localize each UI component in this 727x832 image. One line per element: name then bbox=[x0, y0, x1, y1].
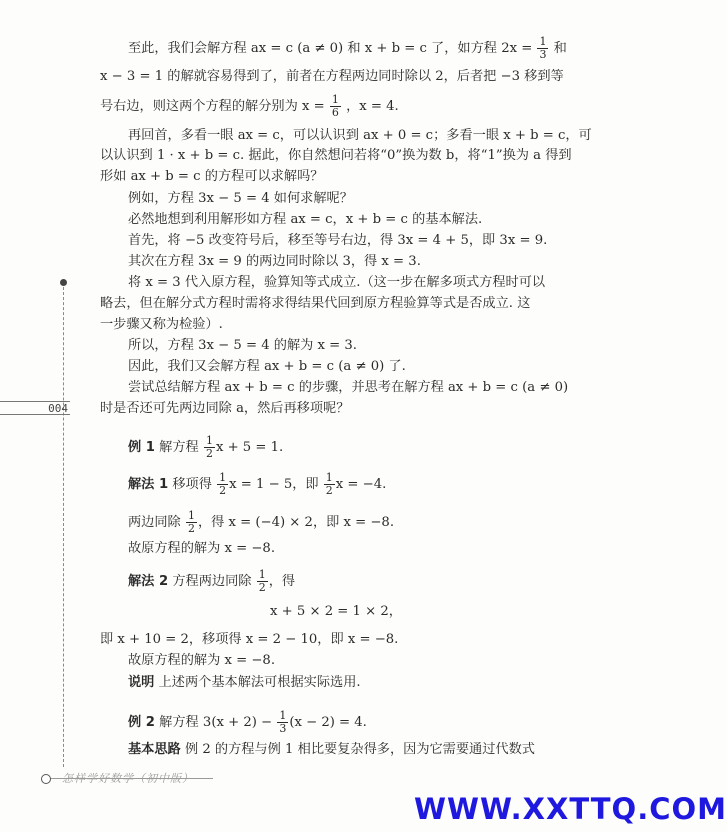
text-line: 例如，方程 3x − 5 = 4 如何求解呢？ bbox=[128, 191, 353, 206]
text-line: 因此，我们又会解方程 ax + b = c (a ≠ 0) 了. bbox=[128, 359, 406, 374]
fraction bbox=[324, 472, 335, 497]
solution-label: 解法 1 bbox=[128, 477, 169, 492]
text-line: x − 3 = 1 的解就容易得到了，前者在方程两边同时除以 2，后者把 −3 移到等 bbox=[100, 69, 564, 84]
numerator: 1 bbox=[279, 709, 287, 722]
idea-label: 基本思路 bbox=[128, 742, 181, 757]
text-line: 一步骤又称为检验）. bbox=[100, 317, 223, 332]
note-line bbox=[128, 675, 361, 691]
text-line bbox=[128, 36, 567, 61]
denominator: 2 bbox=[219, 484, 227, 497]
example-1-heading bbox=[128, 435, 283, 460]
solution-2-line bbox=[128, 569, 295, 594]
text-line: 其次在方程 3x = 9 的两边同时除以 3，得 x = 3. bbox=[128, 254, 421, 269]
text-run: 上述两个基本解法可根据实际选用. bbox=[158, 675, 361, 690]
text-run: 移项得 bbox=[172, 477, 212, 492]
text-line: 将 x = 3 代入原方程，验算知等式成立.（这一步在解多项式方程时可以 bbox=[128, 275, 546, 290]
numerator: 1 bbox=[258, 568, 266, 581]
margin-dot bbox=[60, 279, 67, 286]
example-label: 例 1 bbox=[128, 440, 155, 455]
watermark: WWW.XXTTQ.COM bbox=[414, 792, 727, 826]
text-run: 例 2 的方程与例 1 相比要复杂得多，因为它需要通过代数式 bbox=[184, 742, 535, 757]
text-run: 两边同除 bbox=[128, 515, 181, 530]
denominator: 3 bbox=[539, 48, 547, 61]
centered-equation: x + 5 × 2 = 1 × 2， bbox=[270, 604, 402, 619]
text-run: x = 1 − 5，即 bbox=[229, 477, 319, 492]
text-run: x + 5 = 1. bbox=[215, 440, 284, 455]
text-run: 解方程 bbox=[159, 440, 199, 455]
fraction bbox=[277, 710, 288, 735]
text-line: 即 x + 10 = 2，移项得 x = 2 − 10，即 x = −8. bbox=[100, 632, 399, 647]
numerator: 1 bbox=[205, 434, 213, 447]
text-line: 再回首，多看一眼 ax = c，可以认识到 ax + 0 = c；多看一眼 x + b = c，可 bbox=[128, 128, 592, 143]
text-run: 号右边，则这两个方程的解分别为 x = bbox=[100, 99, 325, 114]
text-line: 必然地想到利用解形如方程 ax = c，x + b = c 的基本解法. bbox=[128, 212, 483, 227]
numerator: 1 bbox=[539, 35, 547, 48]
denominator: 2 bbox=[205, 447, 213, 460]
numerator: 1 bbox=[219, 471, 227, 484]
text-run: (x − 2) = 4. bbox=[289, 715, 367, 730]
denominator: 2 bbox=[258, 581, 266, 594]
denominator: 2 bbox=[187, 522, 195, 535]
text-run: 至此，我们会解方程 ax = c (a ≠ 0) 和 x + b = c 了，如方程 2x = bbox=[128, 41, 533, 56]
text-line: 首先，将 −5 改变符号后，移至等号右边，得 3x = 4 + 5，即 3x = 9. bbox=[128, 233, 548, 248]
text-line: 时是否还可先两边同除 a，然后再移项呢？ bbox=[100, 401, 350, 416]
note-label: 说明 bbox=[128, 675, 155, 690]
text-line bbox=[100, 94, 399, 119]
fraction bbox=[204, 435, 215, 460]
text-line: 形如 ax + b = c 的方程可以求解吗？ bbox=[100, 169, 324, 184]
denominator: 6 bbox=[331, 106, 339, 119]
footer-circle bbox=[41, 774, 51, 784]
example-2-heading bbox=[128, 710, 367, 735]
denominator: 2 bbox=[325, 484, 333, 497]
text-line: 略去，但在解分式方程时需将求得结果代回到原方程验算等式是否成立. 这 bbox=[100, 296, 531, 311]
fraction bbox=[217, 472, 228, 497]
text-line: 以认识到 1 · x + b = c. 据此，你自然想问若将“0”换为数 b，将“1”换为 a 得到 bbox=[100, 148, 572, 163]
solution-label: 解法 2 bbox=[128, 574, 169, 589]
margin-dashed-rule bbox=[63, 287, 64, 767]
text-run: x = −4. bbox=[335, 477, 387, 492]
fraction bbox=[330, 94, 341, 119]
text-run: 解方程 3(x + 2) − bbox=[159, 715, 273, 730]
fraction bbox=[186, 510, 197, 535]
fraction bbox=[537, 36, 548, 61]
text-run: 和 bbox=[553, 41, 567, 56]
text-line: 故原方程的解为 x = −8. bbox=[128, 653, 276, 668]
text-line: 尝试总结解方程 ax + b = c 的步骤，并思考在解方程 ax + b = c (a ≠ 0) bbox=[128, 380, 569, 395]
example-label: 例 2 bbox=[128, 715, 155, 730]
denominator: 3 bbox=[279, 722, 287, 735]
text-run: ，x = 4. bbox=[346, 99, 399, 114]
text-run: 方程两边同除 bbox=[172, 574, 252, 589]
numerator: 1 bbox=[325, 471, 333, 484]
text-line: 所以，方程 3x − 5 = 4 的解为 x = 3. bbox=[128, 338, 358, 353]
page-number: 004 bbox=[0, 401, 70, 415]
text-line: 故原方程的解为 x = −8. bbox=[128, 541, 276, 556]
text-line bbox=[128, 742, 535, 758]
solution-1-line bbox=[128, 472, 386, 497]
footer-book-title: 怎样学好数学（初中版） bbox=[62, 772, 194, 785]
text-line bbox=[128, 510, 394, 535]
fraction bbox=[257, 569, 268, 594]
text-run: ，得 x = (−4) × 2，即 x = −8. bbox=[197, 515, 395, 530]
numerator: 1 bbox=[187, 509, 195, 522]
text-run: ，得 bbox=[268, 574, 296, 589]
numerator: 1 bbox=[331, 93, 339, 106]
